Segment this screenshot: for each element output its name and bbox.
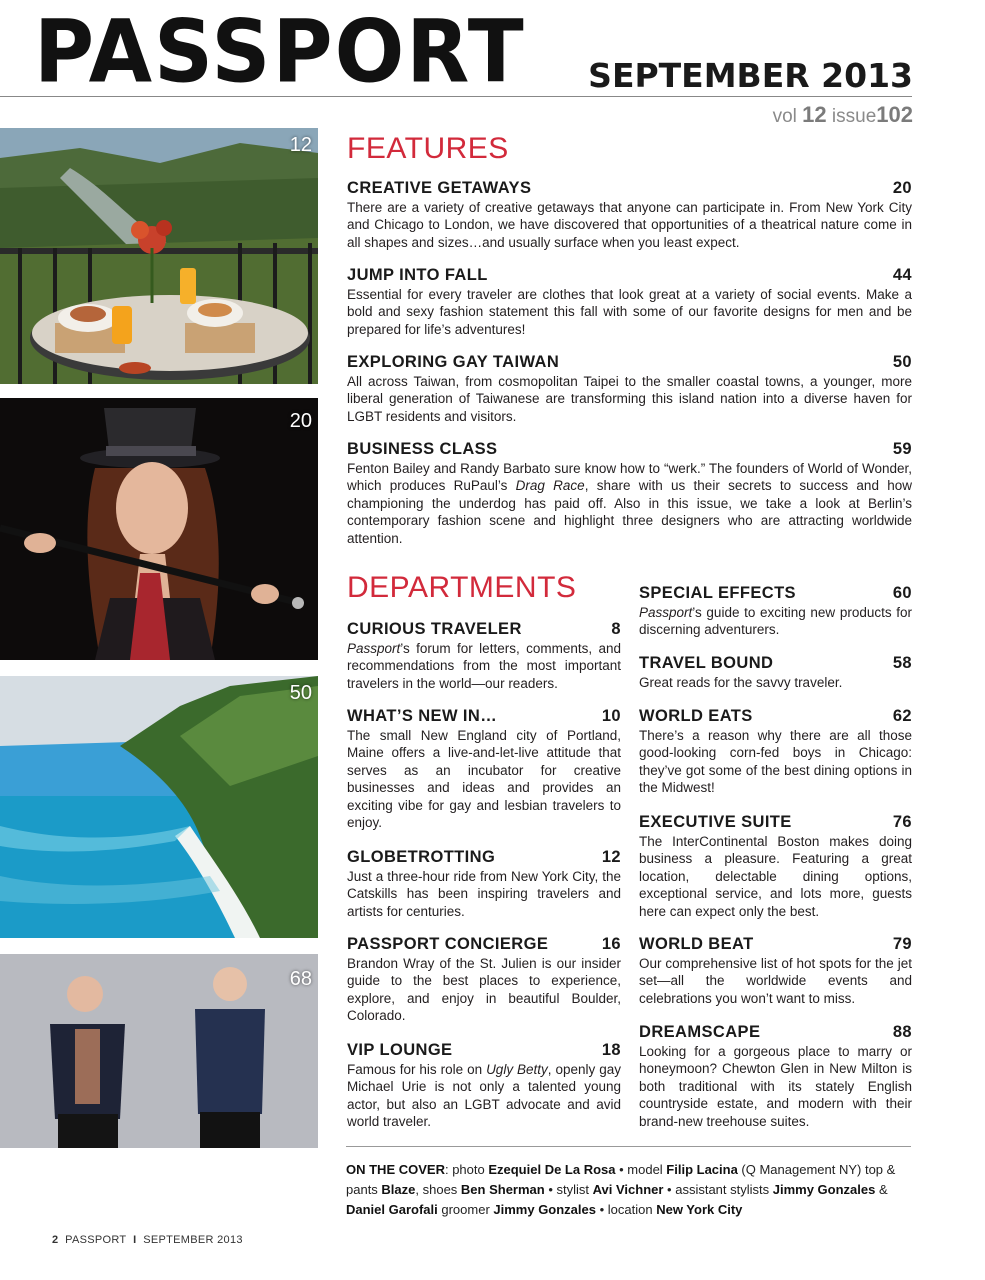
vol-label: vol <box>772 106 797 127</box>
coastline-image <box>0 676 318 938</box>
feature-text <box>347 460 912 547</box>
dept-text <box>347 640 621 692</box>
feature-jump-into-fall[interactable] <box>347 265 912 338</box>
feature-title: JUMP INTO FALL <box>347 266 488 284</box>
credit-text: • assistant stylists <box>663 1182 773 1197</box>
dept-world-eats[interactable] <box>639 706 912 797</box>
feature-text-part: Fenton Bailey and Randy Barbato sure know how to “werk.” The founders of World of Wonder, which produces RuPaul’s <box>347 461 912 494</box>
photo-top-hat-woman[interactable] <box>0 398 318 660</box>
dept-title: SPECIAL EFFECTS <box>639 584 796 602</box>
dept-text: There’s a reason why there are all those good-looking corn-fed boys in Chicago: they’ve got some of the best dining options in the Midwest! <box>639 728 912 796</box>
feature-title: BUSINESS CLASS <box>347 440 498 458</box>
dept-page: 12 <box>601 848 621 866</box>
issue-label: issue <box>831 106 877 127</box>
credit-text: • stylist <box>544 1182 593 1197</box>
dept-text: Great reads for the savvy traveler. <box>639 675 843 690</box>
dept-page: 18 <box>601 1041 621 1059</box>
features-heading: FEATURES <box>347 132 509 165</box>
feature-page: 50 <box>892 353 912 371</box>
dept-text-part: ’s forum for letters, comments, and recommendations from the most important travelers in the world—our readers. <box>347 641 621 691</box>
credit-model: Filip Lacina <box>666 1162 738 1177</box>
credit-top: Blaze <box>381 1182 416 1197</box>
dept-text: Brandon Wray of the St. Julien is our insider guide to the best places to experience, explore, and enjoy in beautiful Boulder, Colorado. <box>347 956 621 1024</box>
photo-page-number: 12 <box>289 134 312 156</box>
credit-stylist: Avi Vichner <box>592 1182 664 1197</box>
dept-executive-suite[interactable] <box>639 812 912 920</box>
dept-text-part: , openly gay Michael Urie is not only a talented young actor, but also an LGBT advocate and avid world traveler. <box>347 1062 621 1130</box>
dept-whats-new-in[interactable] <box>347 706 621 831</box>
feature-page: 20 <box>892 179 912 197</box>
dept-page: 60 <box>892 584 912 602</box>
feature-title: CREATIVE GETAWAYS <box>347 179 532 197</box>
dept-title: EXECUTIVE SUITE <box>639 813 792 831</box>
dept-text-italic: Passport <box>639 605 693 620</box>
dept-page: 79 <box>892 935 912 953</box>
dept-text <box>347 1061 621 1131</box>
cover-credits <box>346 1160 916 1220</box>
dept-title: WORLD BEAT <box>639 935 754 953</box>
page-folio <box>52 1234 243 1246</box>
credit-text: & <box>875 1182 888 1197</box>
feature-title: EXPLORING GAY TAIWAN <box>347 353 560 371</box>
dept-page: 8 <box>611 620 621 638</box>
folio-page-number: 2 <box>52 1234 59 1246</box>
folio-separator: I <box>133 1234 137 1246</box>
dept-title: TRAVEL BOUND <box>639 654 774 672</box>
photo-taiwan-coast[interactable] <box>0 676 318 938</box>
credit-text: : photo <box>444 1162 489 1177</box>
feature-text-part: , share with us their secrets to success and how championing the underdog has paid off. Also in this issue, we take a look at Berlin’s contemporary fashion scene and highlight three designers who are attracting worldwide attention. <box>347 478 912 546</box>
feature-text: All across Taiwan, from cosmopolitan Taipei to the smaller coastal towns, a younger, more liberal generation of Taiwanese are transforming this island nation into a diverse haven for LGBT residents and visitors. <box>347 374 912 424</box>
dept-text: The small New England city of Portland, Maine offers a live-and-let-live attitude that serves as an incubator for creative businesses and ideas and provides an exciting vibe for gay and lesbian travelers to enjoy. <box>347 728 621 831</box>
dept-travel-bound[interactable] <box>639 653 912 691</box>
feature-page: 44 <box>892 266 912 284</box>
dept-text: The InterContinental Boston makes doing business a pleasure. Featuring a great location, delectable dining options, exceptional service, and lots more, guests here can expect only the best. <box>639 834 912 919</box>
dept-page: 10 <box>601 707 621 725</box>
credit-text: , shoes <box>415 1182 461 1197</box>
dept-text <box>639 604 912 639</box>
dept-passport-concierge[interactable] <box>347 934 621 1025</box>
credit-groomer: Jimmy Gonzales <box>493 1202 596 1217</box>
cover-label: ON THE COVER <box>346 1162 445 1177</box>
dept-special-effects[interactable] <box>639 583 912 639</box>
dept-title: PASSPORT CONCIERGE <box>347 935 549 953</box>
feature-business-class[interactable] <box>347 439 912 547</box>
dept-title: CURIOUS TRAVELER <box>347 620 522 638</box>
departments-heading: DEPARTMENTS <box>347 571 577 604</box>
credit-text: • model <box>615 1162 667 1177</box>
dept-text: Our comprehensive list of hot spots for the jet set—all the worldwide events and celebrations you won’t want to miss. <box>639 956 912 1006</box>
photo-breakfast-balcony[interactable] <box>0 128 318 384</box>
breakfast-scene-image <box>0 128 318 384</box>
dept-text-italic: Ugly Betty <box>486 1062 548 1077</box>
feature-exploring-gay-taiwan[interactable] <box>347 352 912 425</box>
issue-date: SEPTEMBER 2013 <box>588 56 913 95</box>
credit-assistant: Daniel Garofali <box>346 1202 438 1217</box>
dept-page: 62 <box>892 707 912 725</box>
dept-globetrotting[interactable] <box>347 847 621 920</box>
dept-page: 16 <box>601 935 621 953</box>
photo-two-men[interactable] <box>0 954 318 1148</box>
issue-number: 102 <box>876 102 913 127</box>
dept-text: Looking for a gorgeous place to marry or honeymoon? Chewton Glen in New Milton is both traditional with its stately English countryside estate, and modern with their brand-new treehouse suites. <box>639 1044 912 1129</box>
two-men-image <box>0 954 318 1148</box>
dept-text-italic: Passport <box>347 641 401 656</box>
credit-text: • location <box>596 1202 657 1217</box>
dept-world-beat[interactable] <box>639 934 912 1007</box>
vol-number: 12 <box>802 102 827 127</box>
dept-page: 76 <box>892 813 912 831</box>
credit-shoes: Ben Sherman <box>460 1182 545 1197</box>
folio-date: SEPTEMBER 2013 <box>143 1234 243 1246</box>
dept-curious-traveler[interactable] <box>347 619 621 692</box>
photo-page-number: 68 <box>289 968 312 990</box>
credit-location: New York City <box>656 1202 743 1217</box>
header-rule <box>0 96 912 97</box>
credit-text: (Q Management NY) top & pants <box>346 1162 896 1197</box>
dept-text: Just a three-hour ride from New York City, the Catskills has been inspiring travelers and artists for centuries. <box>347 869 621 919</box>
dept-page: 58 <box>892 654 912 672</box>
credit-text: groomer <box>437 1202 494 1217</box>
masthead: PASSPORT <box>34 2 526 103</box>
credit-photographer: Ezequiel De La Rosa <box>488 1162 616 1177</box>
dept-dreamscape[interactable] <box>639 1022 912 1130</box>
folio-magazine: PASSPORT <box>65 1234 127 1246</box>
feature-creative-getaways[interactable] <box>347 178 912 251</box>
feature-text: There are a variety of creative getaways that anyone can participate in. From New York City and Chicago to London, we have discovered that opportunities of a theatrical nature come in all shapes and sizes…and usually surface when you least expect. <box>347 200 912 250</box>
feature-text-italic: Drag Race <box>515 478 585 494</box>
dept-text-part: ’s guide to exciting new products for discerning adventurers. <box>639 605 912 638</box>
feature-page: 59 <box>892 440 912 458</box>
dept-title: GLOBETROTTING <box>347 848 496 866</box>
credit-assistant: Jimmy Gonzales <box>772 1182 876 1197</box>
dept-vip-lounge[interactable] <box>347 1040 621 1131</box>
feature-text: Essential for every traveler are clothes that look great at a variety of social events. Make a bold and sexy fashion statement this fall with some of our favorite designs for men and be prepared for life’s adventures! <box>347 287 912 337</box>
dept-title: DREAMSCAPE <box>639 1023 761 1041</box>
photo-page-number: 50 <box>289 682 312 704</box>
photo-page-number: 20 <box>289 410 312 432</box>
dept-text-part: Famous for his role on <box>347 1062 487 1077</box>
volume-issue <box>773 102 913 128</box>
dept-title: WORLD EATS <box>639 707 753 725</box>
dept-title: VIP LOUNGE <box>347 1041 453 1059</box>
top-hat-woman-image <box>0 398 318 660</box>
dept-title: WHAT’S NEW IN… <box>347 707 498 725</box>
dept-page: 88 <box>892 1023 912 1041</box>
credits-rule <box>346 1146 911 1147</box>
